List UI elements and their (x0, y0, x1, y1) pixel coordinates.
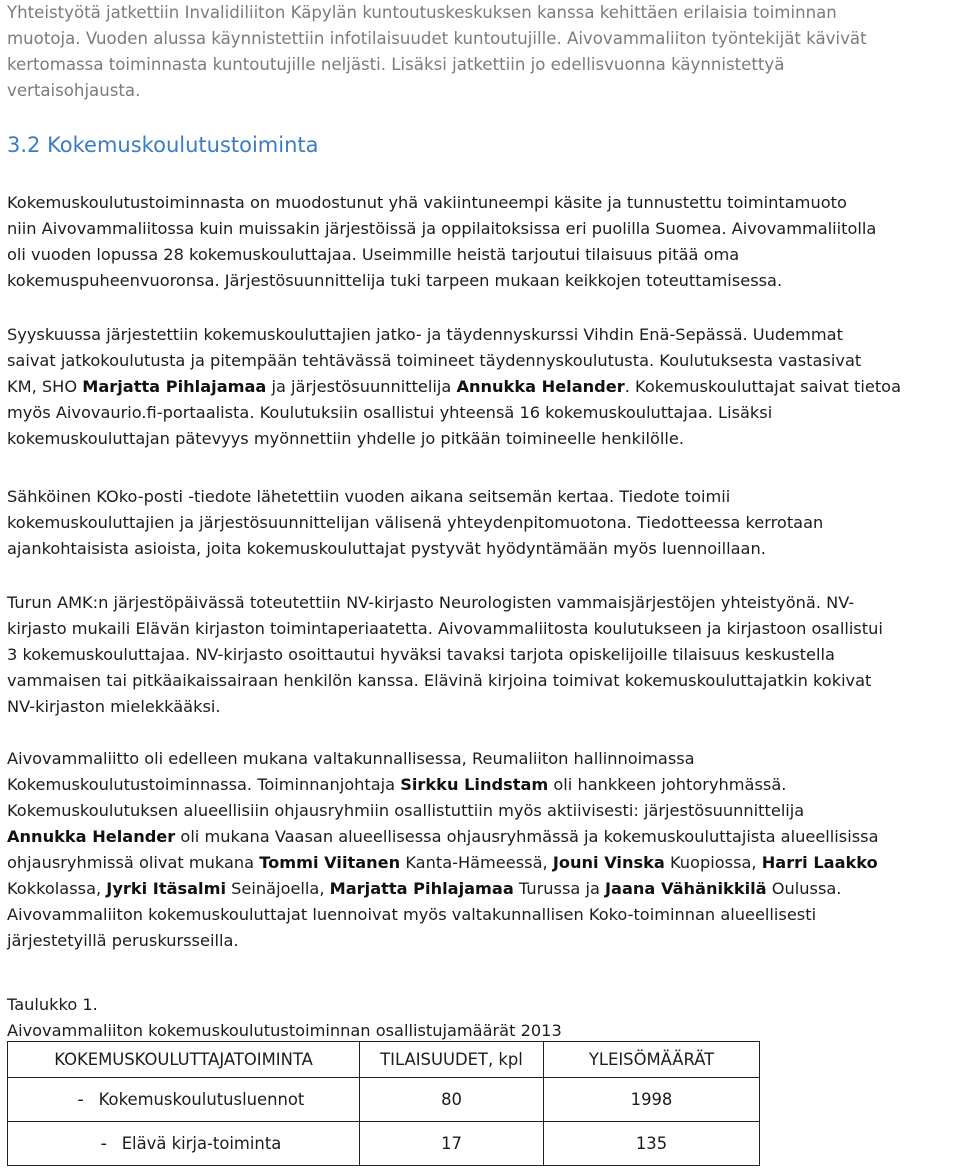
paragraph-overview: Kokemuskoulutustoiminnasta on muodostunut yhä vakiintuneempi käsite ja tunnustettu toimintamuoto niin Aivovammaliitossa kuin muissakin järjestöissä ja oppilaitoksissa eri puolilla Suomea. Aivovammaliitolla oli vuoden lopussa 28 kokemuskouluttajaa. Useimmille heistä tarjoutui tilaisuus pitää oma kokemuspuheenvuoronsa. Järjestösuunnittelija tuki tarpeen mukaan keikkojen toteuttamisessa. (7, 193, 877, 290)
header-audience: YLEISÖMÄÄRÄT (544, 1042, 760, 1078)
person-name: Jyrki Itäsalmi (106, 879, 227, 898)
paragraph-newsletter: Sähköinen KOko-posti -tiedote lähetettiin vuoden aikana seitsemän kertaa. Tiedote toimii kokemuskouluttajien ja järjestösuunnittelijan välisenä yhteydenpitomuotona. Tiedotteessa kerrotaan ajankohtaisista asioista, joita kokemuskouluttajat pystyvät hyödyntämään myös luennoillaan. (7, 487, 824, 558)
paragraph-nv-library: Turun AMK:n järjestöpäivässä toteutettiin NV-kirjasto Neurologisten vammaisjärjestöjen yhteistyönä. NV- kirjasto mukaili Elävän kirjaston toimintaperiaatetta. Aivovammaliitosta koulutukseen ja kirjastoon osallistui 3 kokemuskouluttajaa. NV-kirjasto osoittautui hyväksi tavaksi tarjota opiskelijoille tilaisuus keskustella vammaisen tai pitkäaikaissairaan henkilön kanssa. Elävinä kirjoina toimivat kokemuskouluttajatkin kokivat NV-kirjaston mielekkääksi. (7, 593, 883, 716)
text-segment: Seinäjoella, (226, 879, 330, 898)
text-segment: Kokkolassa, (7, 879, 102, 898)
text-segment: ja järjestösuunnittelija (266, 377, 457, 396)
header-events: TILAISUUDET, kpl (360, 1042, 544, 1078)
table-row (8, 1078, 760, 1122)
cell-events: 80 (360, 1078, 544, 1122)
table-header-row (8, 1042, 760, 1078)
cell-audience: 1998 (544, 1078, 760, 1122)
text-segment: oli mukana Vaasan alueellisessa ohjausryhmässä ja kokemuskouluttajista alueellisissa ohjausryhmissä olivat mukana (7, 827, 879, 872)
text-segment: Syyskuussa järjestettiin kokemuskouluttajien jatko- ja täydennyskurssi Vihdin Enä-Sepässä. Uudemmat saivat jatkokoulutusta ja pitempään tehtävässä toimineet täydennyskoulutusta. Koulutuksesta vastasivat KM, SHO (7, 325, 862, 396)
table-caption (7, 992, 957, 1044)
person-name: Annukka Helander (7, 827, 176, 846)
text-segment: oli hankkeen johtoryhmässä. Kokemuskoulutuksen alueellisiin ohjausryhmiin osallistuttiin myös aktiivisesti: järjestösuunnittelija (7, 775, 805, 820)
person-name: Harri Laakko (761, 853, 878, 872)
person-name: Marjatta Pihlajamaa (329, 879, 514, 898)
person-name: Jaana Vähänikkilä (605, 879, 767, 898)
table-caption-title: Aivovammaliiton kokemuskoulutustoiminnan osallistujamäärät 2013 (7, 1021, 562, 1040)
table-caption-number: Taulukko 1. (7, 995, 98, 1014)
table-row (8, 1122, 760, 1166)
paragraph-national-activity (7, 746, 957, 954)
person-name: Sirkku Lindstam (400, 775, 549, 794)
participants-table (7, 1041, 760, 1166)
person-name: Jouni Vinska (552, 853, 665, 872)
text-segment: Kanta-Hämeessä, (400, 853, 553, 872)
cell-activity (8, 1078, 360, 1122)
bullet-dash: - (77, 1089, 84, 1110)
cell-activity (8, 1122, 360, 1166)
activity-name: Kokemuskoulutusluennot (98, 1090, 305, 1109)
cell-events: 17 (360, 1122, 544, 1166)
header-activity: KOKEMUSKOULUTTAJATOIMINTA (8, 1042, 360, 1078)
person-name: Tommi Viitanen (259, 853, 401, 872)
bullet-dash: - (100, 1133, 107, 1154)
paragraph-training-course (7, 322, 957, 452)
activity-name: Elävä kirja-toiminta (121, 1134, 282, 1153)
text-segment: . Kokemuskouluttajat saivat tietoa myös Aivovaurio.fi-portaalista. Koulutuksiin osallistui yhteensä 16 kokemuskouluttajaa. Lisäksi kokemuskouluttajan pätevyys myönnettiin yhdelle jo pitkään toimineelle henkilölle. (7, 377, 901, 448)
text-segment: Aivovammaliitto oli edelleen mukana valtakunnallisessa, Reumaliiton hallinnoimassa Kokemuskoulutustoiminnassa. Toiminnanjohtaja (7, 749, 695, 794)
person-name: Annukka Helander (456, 377, 625, 396)
section-heading: 3.2 Kokemuskoulutustoiminta (7, 133, 319, 157)
cell-audience: 135 (544, 1122, 760, 1166)
text-segment: Kuopiossa, (664, 853, 762, 872)
text-segment: Oulussa. Aivovammaliiton kokemuskouluttajat luennoivat myös valtakunnallisen Koko-toiminnan alueellisesti järjestetyillä peruskursseilla. (7, 879, 842, 950)
text-segment: Turussa ja (513, 879, 606, 898)
person-name: Marjatta Pihlajamaa (82, 377, 267, 396)
intro-paragraph: Yhteistyötä jatkettiin Invalidiliiton Käpylän kuntoutuskeskuksen kanssa kehittäen erilaisia toiminnan muotoja. Vuoden alussa käynnistettiin infotilaisuudet kuntoutujille. Aivovammaliiton työntekijät kävivät kertomassa toiminnasta kuntoutujille neljästi. Lisäksi jatkettiin jo edellisvuonna käynnistettyä vertaisohjausta. (7, 3, 867, 100)
